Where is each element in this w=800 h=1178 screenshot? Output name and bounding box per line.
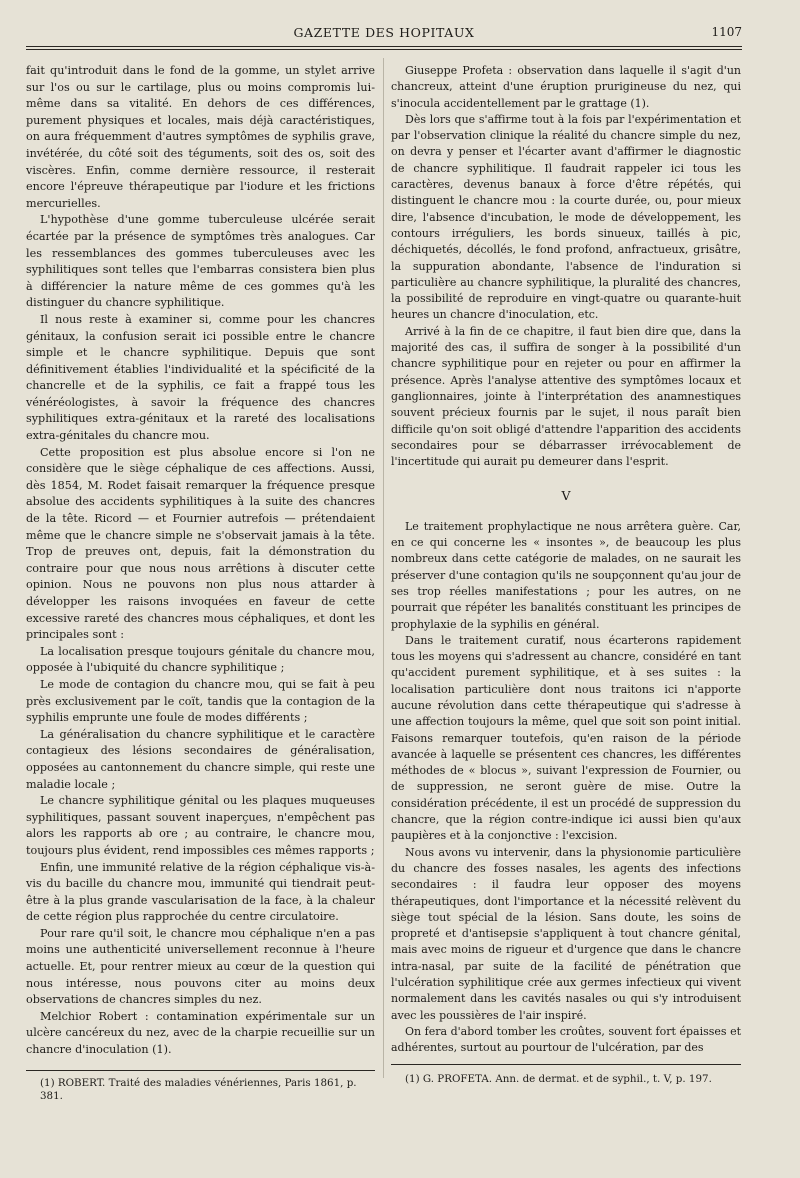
paragraph: Dans le traitement curatif, nous écarterons rapidement tous les moyens qui s'adressent au chancre, considéré en tant qu'accident purement syphilitique, et à ses suites : la localisation particulière dont nous traitons ici n'apporte aucune révolution dans cette thérapeutique qui s'adresse à une affection toujours la même, quel que soit son point initial. Faisons remarquer toutefois, qu'en raison de la période avancée à laquelle se présentent ces chancres, les différentes méthodes de « blocus », suivant l'expression de Fournier, ou de suppression, ne seront guère de mise. Outre la considération précédente, il est un procédé de suppression du chancre, que la région contre-indique ici aussi bien qu'aux paupières et à la conjonctive : l'excision. xyxy=(391,633,741,843)
header-rule-double xyxy=(26,49,742,50)
paragraph: Arrivé à la fin de ce chapitre, il faut bien dire que, dans la majorité des cas, il suffira de songer à la possibilité d'un chancre syphilitique pour en rejeter ou pour en affirmer la présence. Après l'analyse attentive des symptômes locaux et ganglionnaires, jointe à l'interprétation des anamnestiques souvent précieux fournis par le sujet, il nous paraît bien difficile qu'on soit obligé d'attendre l'apparition des accidents secondaires pour se débarrasser irrévocablement de l'incertitude qui aurait pu demeurer dans l'esprit. xyxy=(391,324,741,469)
footnote-rule-right xyxy=(391,1064,741,1065)
paragraph: Giuseppe Profeta : observation dans laquelle il s'agit d'un chancreux, atteint d'une éruption prurigineuse du nez, qui s'inocula accidentellement par le grattage (1). xyxy=(391,64,741,110)
page-header xyxy=(26,25,742,45)
paragraph: Le mode de contagion du chancre mou, qui se fait à peu près exclusivement par le coït, tandis que la contagion de la syphilis emprunte une foule de modes différents ; xyxy=(26,677,375,725)
paragraph: La localisation presque toujours génitale du chancre mou, opposée à l'ubiquité du chancre syphilitique ; xyxy=(26,644,375,675)
right-column xyxy=(391,63,741,1057)
paragraph: Dès lors que s'affirme tout à la fois par l'expérimentation et par l'observation clinique la réalité du chancre simple du nez, on devra y penser et l'écarter avant d'affirmer le diagnostic de chancre syphilitique. Il faudrait rappeler ici tous les caractères, devenus banaux à force d'être répétés, qui distinguent le chancre mou : la courte durée, ou, pour mieux dire, l'absence d'incubation, le mode de développement, les contours irréguliers, les bords sinueux, taillés à pic, déchiquetés, décollés, le fond profond, anfractueux, grisâtre, la suppuration abondante, l'absence de l'induration si particulière au chancre syphilitique, la pluralité des chancres, la possibilité de reproduire en vingt-quatre ou quarante-huit heures un chancre d'inoculation, etc. xyxy=(391,112,741,322)
column-divider xyxy=(383,58,384,1078)
header-rule xyxy=(26,46,742,47)
paragraph: Enfin, une immunité relative de la région céphalique vis-à-vis du bacille du chancre mou, immunité qui tiendrait peut-être à la plus grande vascularisation de la face, à la chaleur de cette région plus rapprochée du centre circulatoire. xyxy=(26,860,375,924)
paragraph: Melchior Robert : contamination expérimentale sur un ulcère cancéreux du nez, avec de la charpie recueillie sur un chancre d'inoculation (1). xyxy=(26,1009,375,1057)
paragraph: On fera d'abord tomber les croûtes, souvent fort épaisses et adhérentes, surtout au pourtour de l'ulcération, par des xyxy=(391,1024,741,1055)
paragraph: Pour rare qu'il soit, le chancre mou céphalique n'en a pas moins une authenticité universellement reconnue à l'heure actuelle. Et, pour rentrer mieux au cœur de la question qui nous intéresse, nous pouvons citer au moins deux observations de chancres simples du nez. xyxy=(26,926,375,1007)
footnote-left: (1) ROBERT. Traité des maladies vénériennes, Paris 1861, p. 381. xyxy=(40,1077,357,1102)
paragraph: L'hypothèse d'une gomme tuberculeuse ulcérée serait écartée par la présence de symptômes très analogues. Car les ressemblances des gommes tuberculeuses avec les syphilitiques sont telles que l'embarras consistera bien plus à différencier la nature même de ces gommes qu'à les distinguer du chancre syphilitique. xyxy=(26,213,375,310)
paragraph: Le traitement prophylactique ne nous arrêtera guère. Car, en ce qui concerne les « insontes », de beaucoup les plus nombreux dans cette catégorie de malades, on ne saurait les préserver d'une contagion qu'ils ne soupçonnent qu'au jour de ses trop réelles manifestations ; pour les autres, on ne pourrait que répéter les banalités constituant les principes de prophylaxie de la syphilis en général. xyxy=(391,519,741,631)
section-number: V xyxy=(561,488,571,504)
footnote-rule-left xyxy=(26,1070,375,1071)
paragraph: Il nous reste à examiner si, comme pour les chancres génitaux, la confusion serait ici possible entre le chancre simple et le chancre syphilitique. Depuis que sont définitivement établies l'individualité et la spécificité de la chancrelle et de la syphilis, ce fait a frappé tous les vénéréologistes, à savoir la fréquence des chancres syphilitiques extra-génitaux et la rareté des localisations extra-génitales du chancre mou. xyxy=(26,312,375,443)
paragraph: Nous avons vu intervenir, dans la physionomie particulière du chancre des fosses nasales, les agents des infections secondaires : il faudra leur opposer des moyens thérapeutiques, dont l'importance et la nécessité relèvent du siège tout spécial de la lésion. Sans doute, les soins de propreté et d'antisepsie s'appliquent à tout chancre génital, mais avec moins de rigueur et d'urgence que dans le chancre intra-nasal, par suite de la facilité de pénétration que l'ulcération syphilitique crée aux germes infectieux qui vivent normalement dans les cavités nasales ou qui s'y introduisent avec les poussières de l'air inspiré. xyxy=(391,845,741,1022)
paragraph: fait qu'introduit dans le fond de la gomme, un stylet arrive sur l'os ou sur le cartilage, plus ou moins compromis lui-même dans sa vitalité. En dehors de ces différences, purement physiques et locales, mais déjà caractéristiques, on aura fréquemment d'autres symptômes de syphilis grave, invétérée, du côté soit des téguments, soit des os, soit des viscères. Enfin, comme dernière ressource, il resterait encore l'épreuve thérapeutique par l'iodure et les frictions mercurielles. xyxy=(26,64,375,210)
footnote-right: (1) G. PROFETA. Ann. de dermat. et de syphil., t. V, p. 197. xyxy=(405,1073,712,1085)
paragraph: Le chancre syphilitique génital ou les plaques muqueuses syphilitiques, passant souvent inaperçues, n'empêchent pas alors les rapports ab ore ; au contraire, le chancre mou, toujours plus évident, rend impossibles ces mêmes rapports ; xyxy=(26,794,375,857)
page-number: 1107 xyxy=(711,25,742,39)
left-column xyxy=(26,63,375,1059)
paragraph: Cette proposition est plus absolue encore si l'on ne considère que le siège céphalique de ces affections. Aussi, dès 1854, M. Rodet faisait remarquer la fréquence presque absolue des accidents syphilitiques à la suite des chancres de la tête. Ricord — et Fournier autrefois — prétendaient même que le chancre simple ne s'observait jamais à la tête. Trop de preuves ont, depuis, fait la démonstration du contraire pour que nous nous arrêtions à discuter cette opinion. Nous ne pouvons non plus nous attarder à développer les raisons invoquées en faveur de cette excessive rareté des chancres mous céphaliques, et dont les principales sont : xyxy=(26,445,375,642)
journal-title: GAZETTE DES HOPITAUX xyxy=(293,25,475,40)
paragraph: La généralisation du chancre syphilitique et le caractère contagieux des lésions secondaires de généralisation, opposées au cantonnement du chancre simple, qui reste une maladie locale ; xyxy=(26,727,375,791)
